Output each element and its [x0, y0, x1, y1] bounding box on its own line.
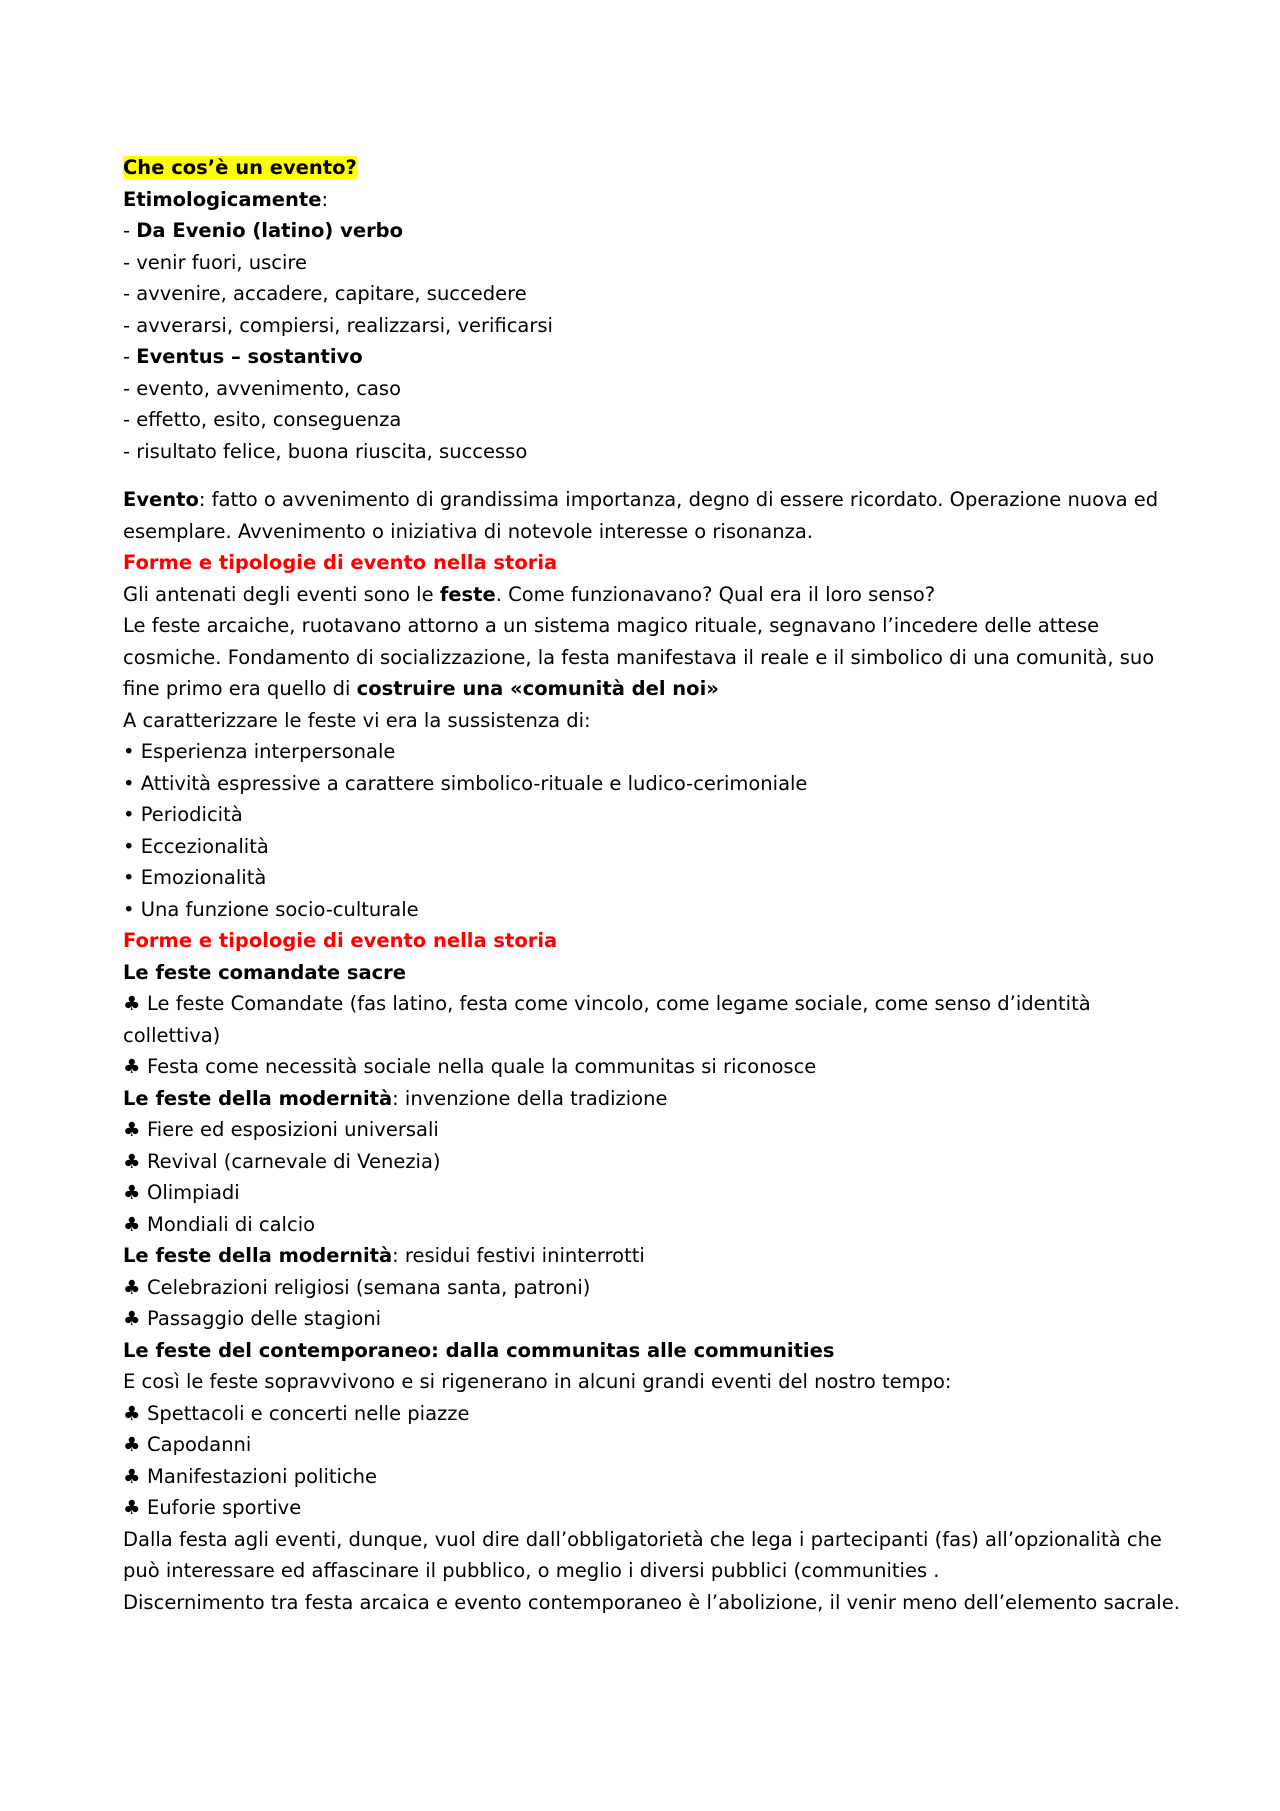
club-item-text: Le feste Comandate (fas latino, festa come vincolo, come legame sociale, come senso d’identità [147, 992, 1091, 1015]
club-item [123, 988, 1183, 1020]
club-item [123, 1398, 1183, 1430]
feste-bold: feste [439, 582, 496, 606]
dash: - [123, 219, 137, 242]
noun-item-text: risultato felice, buona riuscita, successo [136, 439, 528, 463]
noun-heading-line [123, 341, 1183, 373]
definition-term: Evento [123, 488, 199, 511]
verb-item-text: avvenire, accadere, capitare, succedere [136, 282, 527, 305]
list-item [123, 373, 1183, 405]
club-icon: ♣ [123, 1496, 141, 1519]
bullet-dot-icon: • [123, 897, 135, 921]
bullet-item [123, 862, 1183, 894]
club-icon: ♣ [123, 1181, 141, 1204]
paragraph-line: cosmiche. Fondamento di socializzazione, la festa manifestava il reale e il simbolico di una comunità, suo [123, 645, 1155, 669]
paragraph-line: E così le feste sopravvivono e si rigenerano in alcuni grandi eventi del nostro tempo: [123, 1370, 952, 1393]
bullet-text: Esperienza interpersonale [140, 740, 396, 763]
club-item [123, 1146, 1183, 1178]
definition-text: : fatto o avvenimento di grandissima importanza, degno di essere ricordato. Operazione nuova ed [198, 488, 1159, 511]
subheading: Le feste del contemporaneo: dalla communitas alle communities [123, 1338, 835, 1362]
bullet-item [123, 799, 1183, 831]
club-item-text: Festa come necessità sociale nella quale la communitas si riconosce [147, 1055, 817, 1078]
bullet-dot-icon: • [123, 834, 135, 858]
subheading-rest: : invenzione della tradizione [392, 1086, 668, 1110]
section-heading: Forme e tipologie di evento nella storia [123, 929, 558, 952]
club-item-text: Passaggio delle stagioni [147, 1307, 382, 1330]
verb-item-text: venir fuori, uscire [136, 250, 308, 274]
club-item-text: Celebrazioni religiosi (semana santa, patroni) [147, 1275, 591, 1299]
paragraph-text: . Come funzionavano? Qual era il loro senso? [495, 582, 936, 606]
verb-heading-line [123, 215, 1183, 247]
club-item [123, 1209, 1183, 1241]
noun-heading: Eventus – sostantivo [136, 345, 363, 368]
document-title: Che cos’è un evento? [123, 156, 357, 179]
dash: - [123, 345, 137, 368]
club-item-text: Revival (carnevale di Venezia) [147, 1149, 441, 1173]
etym-label: Etimologicamente [123, 187, 322, 211]
paragraph-line: Le feste arcaiche, ruotavano attorno a un sistema magico rituale, segnavano l’incedere delle attese [123, 614, 1100, 637]
club-icon: ♣ [123, 1464, 141, 1488]
club-item-continuation: collettiva) [123, 1023, 221, 1047]
club-item-text: Olimpiadi [147, 1181, 240, 1204]
paragraph-line: Dalla festa agli eventi, dunque, vuol dire dall’obbligatorietà che lega i partecipanti (fas) all’opzionalità che [123, 1527, 1162, 1551]
noun-item-text: effetto, esito, conseguenza [136, 408, 402, 431]
list-item [123, 310, 1183, 342]
paragraph-line: Discernimento tra festa arcaica e evento contemporaneo è l’abolizione, il venir meno dell’elemento sacrale. [123, 1590, 1180, 1614]
bullet-dot-icon: • [123, 740, 135, 763]
club-item [123, 1177, 1183, 1209]
bullet-text: Una funzione socio-culturale [140, 897, 419, 921]
paragraph-line [123, 673, 1183, 705]
definition-line-1 [123, 484, 1183, 516]
club-item [123, 1429, 1183, 1461]
club-item [123, 1303, 1183, 1335]
bullet-item [123, 894, 1183, 926]
bullet-dot-icon: • [123, 866, 135, 889]
bullet-item [123, 831, 1183, 863]
dash: - [123, 250, 137, 274]
title-line [123, 152, 1183, 184]
club-icon: ♣ [123, 1433, 141, 1456]
club-icon: ♣ [123, 1118, 141, 1141]
paragraph-line: può interessare ed affascinare il pubblico, o meglio i diversi pubblici (communities . [123, 1559, 940, 1582]
paragraph-line: A caratterizzare le feste vi era la sussistenza di: [123, 708, 591, 732]
club-icon: ♣ [123, 1149, 141, 1173]
list-item [123, 436, 1183, 468]
club-icon: ♣ [123, 1212, 141, 1236]
comunita-bold: costruire una «comunità del noi» [356, 677, 719, 700]
list-item [123, 404, 1183, 436]
dash: - [123, 313, 137, 337]
document-page [123, 152, 1183, 1618]
list-item [123, 278, 1183, 310]
list-item [123, 247, 1183, 279]
etym-line [123, 184, 1183, 216]
paragraph-gap [123, 467, 1183, 484]
club-icon: ♣ [123, 992, 141, 1015]
club-item-text: Mondiali di calcio [147, 1212, 316, 1236]
dash: - [123, 376, 137, 400]
definition-line-2: esemplare. Avvenimento o iniziativa di notevole interesse o risonanza. [123, 519, 813, 543]
club-item-text: Spettacoli e concerti nelle piazze [147, 1401, 470, 1425]
club-icon: ♣ [123, 1275, 141, 1299]
dash: - [123, 439, 137, 463]
section-heading: Forme e tipologie di evento nella storia [123, 551, 558, 574]
dash: - [123, 282, 137, 305]
verb-heading: Da Evenio (latino) verbo [136, 219, 404, 242]
subheading: Le feste della modernità [123, 1244, 393, 1267]
subheading-line [123, 1240, 1183, 1272]
bullet-text: Periodicità [140, 803, 243, 826]
subheading: Le feste comandate sacre [123, 960, 407, 984]
bullet-item [123, 736, 1183, 768]
club-icon: ♣ [123, 1055, 141, 1078]
noun-item-text: evento, avvenimento, caso [136, 376, 402, 400]
bullet-text: Emozionalità [140, 866, 267, 889]
club-item-text: Capodanni [147, 1433, 252, 1456]
bullet-item [123, 768, 1183, 800]
club-item-text: Fiere ed esposizioni universali [147, 1118, 439, 1141]
club-item [123, 1114, 1183, 1146]
club-item-text: Manifestazioni politiche [147, 1464, 378, 1488]
dash: - [123, 408, 137, 431]
club-item [123, 1492, 1183, 1524]
paragraph-text: Gli antenati degli eventi sono le [123, 582, 440, 606]
bullet-text: Attività espressive a carattere simbolico-rituale e ludico-cerimoniale [140, 771, 808, 795]
bullet-dot-icon: • [123, 771, 135, 795]
club-item [123, 1051, 1183, 1083]
subheading-rest: : residui festivi ininterrotti [392, 1244, 645, 1267]
subheading-line [123, 1083, 1183, 1115]
club-item-text: Euforie sportive [147, 1496, 302, 1519]
club-icon: ♣ [123, 1307, 141, 1330]
bullet-text: Eccezionalità [140, 834, 269, 858]
verb-item-text: avverarsi, compiersi, realizzarsi, verificarsi [136, 313, 553, 337]
paragraph-line [123, 579, 1183, 611]
subheading: Le feste della modernità [123, 1086, 393, 1110]
club-icon: ♣ [123, 1401, 141, 1425]
paragraph-text: fine primo era quello di [123, 677, 357, 700]
club-item [123, 1461, 1183, 1493]
club-item [123, 1272, 1183, 1304]
etym-colon: : [321, 187, 329, 211]
bullet-dot-icon: • [123, 803, 135, 826]
